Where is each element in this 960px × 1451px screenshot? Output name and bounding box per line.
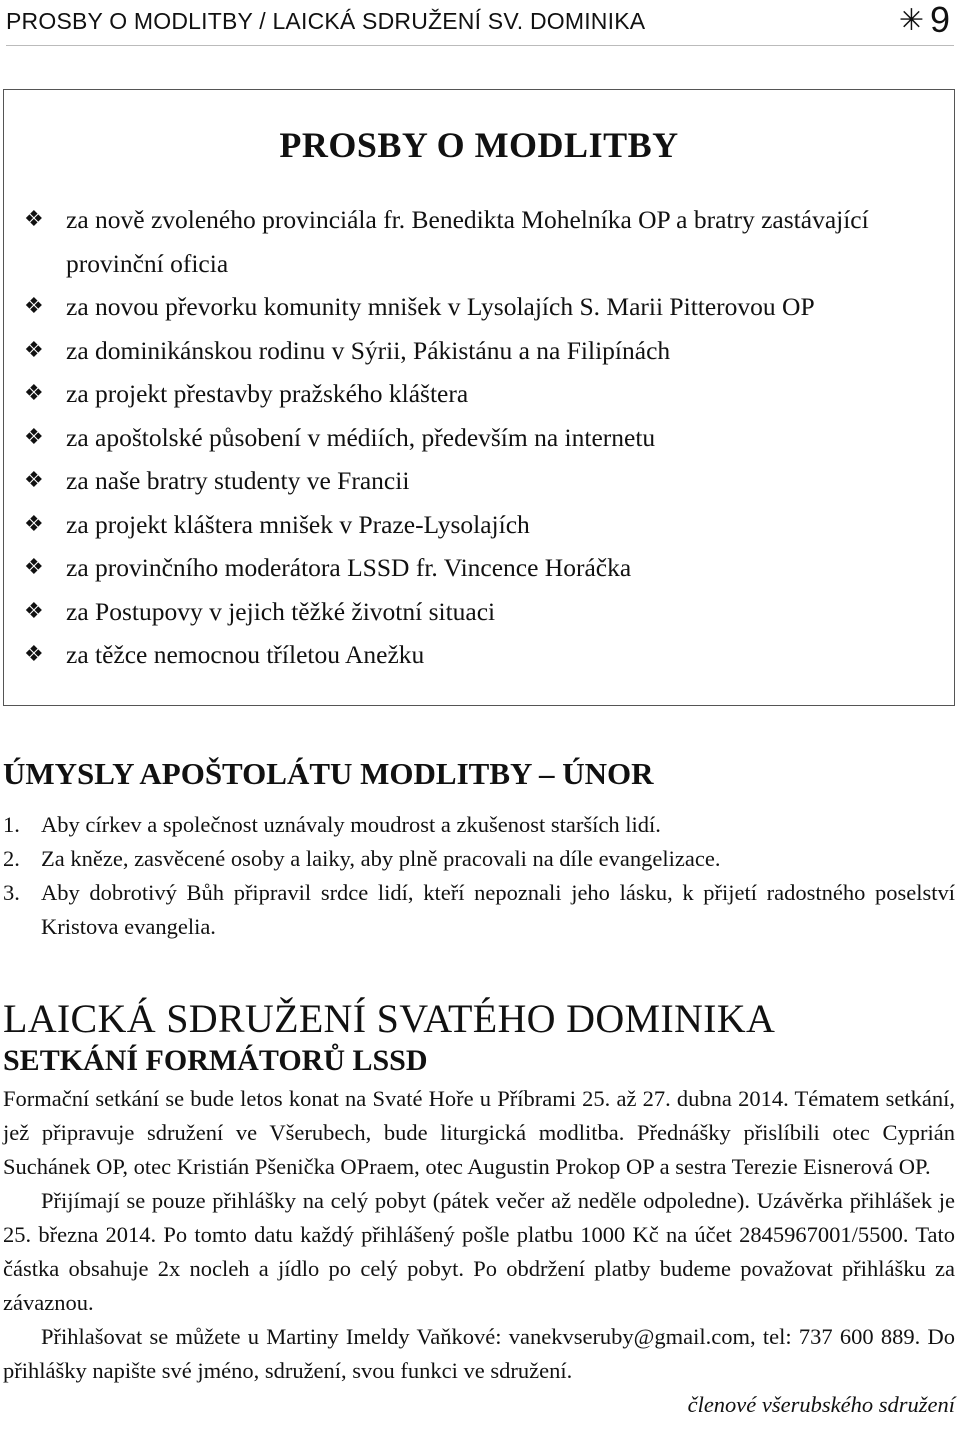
intentions-list (3, 808, 955, 944)
list-item: ❖ za těžce nemocnou tříletou Anežku (24, 633, 934, 677)
diamond-bullet-icon: ❖ (24, 207, 44, 232)
list-item: 3. Aby dobrotivý Bůh připravil srdce lidí, kteří nepoznali jeho lásku, k přijetí radostného poselství Kristova evangelia. (3, 880, 955, 939)
diamond-bullet-icon: ❖ (24, 511, 44, 537)
prayer-requests-title: PROSBY O MODLITBY (279, 125, 679, 165)
page-number: 9 (929, 0, 950, 40)
prayer-requests-list (24, 198, 934, 677)
paragraph: Přijímají se pouze přihlášky na celý pobyt (pátek večer až neděle odpoledne). Uzávěrka přihlášek je 25. března 2014. Po tomto datu každý přihlášený pošle platbu 1000 Kč na účet 2845967001/5500. Tato částka obsahuje 2x nocleh a jídlo po celý pobyt. Po obdržení platby budeme považovat přihlášku za závaznou. (3, 1188, 955, 1315)
diamond-bullet-icon: ❖ (24, 294, 44, 319)
signature: členové všerubského sdružení (687, 1392, 955, 1417)
intentions-heading: ÚMYSLY APOŠTOLÁTU MODLITBY – ÚNOR (3, 756, 654, 791)
running-header (6, 0, 954, 44)
diamond-bullet-icon: ❖ (24, 424, 44, 450)
list-item: ❖ za naše bratry studenty ve Francii (24, 459, 934, 503)
list-item: ❖ za projekt přestavby pražského kláštera (24, 372, 934, 416)
page-number-block (899, 0, 950, 43)
diamond-bullet-icon: ❖ (24, 642, 44, 667)
list-item: ❖ za dominikánskou rodinu v Sýrii, Pákistánu a na Filipínách (24, 329, 934, 373)
list-item: ❖ za projekt kláštera mnišek v Praze-Lysolajích (24, 503, 934, 547)
diamond-bullet-icon: ❖ (24, 381, 44, 406)
prayer-requests-box (3, 89, 955, 706)
diamond-bullet-icon: ❖ (24, 555, 44, 580)
list-item: ❖ za Postupovy v jejich těžké životní situaci (24, 590, 934, 634)
header-rule (6, 45, 954, 46)
paragraph: Přihlašovat se můžete u Martiny Imeldy Vaňkové: vanekvseruby@gmail.com, tel: 737 600 889. Do přihlášky napište své jméno, sdružení, svou funkci ve sdružení. (3, 1324, 955, 1383)
diamond-bullet-icon: ❖ (24, 468, 44, 493)
paragraph: Formační setkání se bude letos konat na Svaté Hoře u Příbrami 25. až 27. dubna 2014. Tématem setkání, jež připravuje sdružení ve Všerubech, bude liturgická modlitba. Přednášky přislíbili otec Cyprián Suchánek OP, otec Kristián Pšenička OPraem, otec Augustin Prokop OP a sestra Terezie Eisnerová OP. (3, 1086, 955, 1179)
formators-meeting-subheading: SETKÁNÍ FORMÁTORŮ LSSD (3, 1044, 428, 1077)
diamond-bullet-icon: ❖ (24, 598, 44, 624)
asterisk-star-icon: ✳ (898, 4, 924, 37)
article-body (3, 1082, 955, 1422)
diamond-bullet-icon: ❖ (24, 337, 44, 363)
list-item: ❖ za provinčního moderátora LSSD fr. Vincence Horáčka (24, 546, 934, 590)
lay-fraternity-heading: LAICKÁ SDRUŽENÍ SVATÉHO DOMINIKA (3, 996, 776, 1041)
list-item: 1. Aby církev a společnost uznávaly moudrost a zkušenost starších lidí. (3, 812, 661, 837)
list-item: ❖ za apoštolské působení v médiích, především na internetu (24, 416, 934, 460)
list-item: ❖ za nově zvoleného provinciála fr. Benedikta Mohelníka OP a bratry zastávající provinční oficia (24, 198, 934, 285)
list-item: 2. Za kněze, zasvěcené osoby a laiky, aby plně pracovali na díle evangelizace. (3, 846, 721, 871)
running-title: PROSBY O MODLITBY / LAICKÁ SDRUŽENÍ SV. DOMINIKA (6, 8, 646, 34)
list-item: ❖ za novou převorku komunity mnišek v Lysolajích S. Marii Pitterovou OP (24, 285, 934, 329)
